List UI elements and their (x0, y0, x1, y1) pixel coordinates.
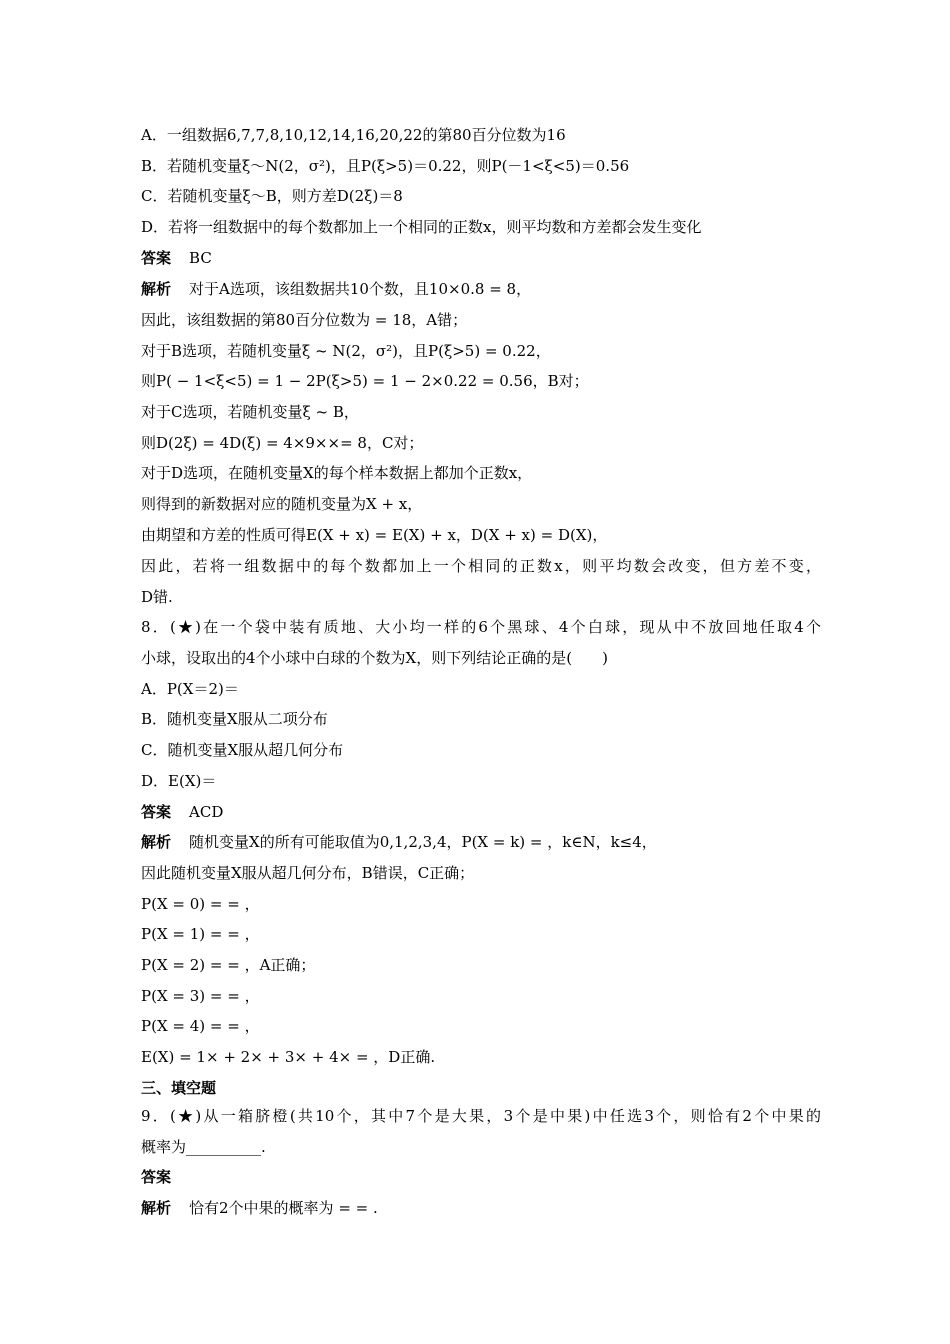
analysis-line (141, 832, 821, 852)
analysis-label: 解析 (141, 833, 172, 851)
answer-line (141, 802, 821, 822)
text-line: 对于D选项，在随机变量X的每个样本数据上都加个正数x， (141, 464, 533, 482)
text-line: 对于C选项，若随机变量ξ ~ B， (141, 403, 359, 421)
option-c-line: C．随机变量X服从超几何分布 (141, 741, 344, 759)
option-d-line: D．E(X)＝ (141, 772, 217, 790)
answer-line (141, 248, 821, 268)
analysis-label: 解析 (141, 1199, 172, 1217)
text-line: 因此随机变量X服从超几何分布，B错误，C正确； (141, 864, 475, 882)
text-line: P(X = 4) = = ， (141, 1017, 260, 1035)
answer-label: 答案 (141, 249, 172, 267)
analysis-text: 随机变量X的所有可能取值为0,1,2,3,4，P(X = k) = ，k∈N，k≤4， (189, 833, 657, 851)
question-9-line: 9．(★)从一箱脐橙(共10个，其中7个是大果，3个是中果)中任选3个，则恰有2个中果的 (141, 1107, 821, 1125)
answer-value: ACD (189, 803, 224, 821)
text-line: 因此，该组数据的第80百分位数为 = 18，A错； (141, 311, 468, 329)
text-line: 则P( − 1<ξ<5) = 1 − 2P(ξ>5) = 1 − 2×0.22 = 0.56，B对； (141, 372, 589, 390)
text-line: P(X = 0) = = ， (141, 895, 260, 913)
text-line: P(X = 1) = = ， (141, 925, 260, 943)
question-8-line: 8．(★)在一个袋中装有质地、大小均一样的6个黑球、4个白球，现从中不放回地任取4个 (141, 618, 821, 636)
analysis-label: 解析 (141, 280, 172, 298)
text-line: P(X = 3) = = ， (141, 987, 260, 1005)
option-d-line: D．若将一组数据中的每个数都加上一个相同的正数x，则平均数和方差都会发生变化 (141, 218, 702, 236)
answer-label: 答案 (141, 1168, 172, 1186)
text-line: P(X = 2) = = ，A正确； (141, 956, 316, 974)
text-line: 对于B选项，若随机变量ξ ~ N(2，σ²)，且P(ξ>5) = 0.22， (141, 342, 551, 360)
text-line: 则得到的新数据对应的随机变量为X + x， (141, 495, 423, 513)
text-line: 因此，若将一组数据中的每个数都加上一个相同的正数x，则平均数会改变，但方差不变， (141, 557, 821, 575)
option-b-line: B．随机变量X服从二项分布 (141, 710, 328, 728)
question-8-line: 小球，设取出的4个小球中白球的个数为X，则下列结论正确的是( ) (141, 649, 608, 667)
option-b-line: B．若随机变量ξ～N(2，σ²)，且P(ξ>5)＝0.22，则P(－1<ξ<5)＝0.56 (141, 157, 630, 175)
answer-line (141, 1167, 821, 1187)
analysis-line (141, 279, 821, 299)
option-c-line: C．若随机变量ξ～B，则方差D(2ξ)＝8 (141, 187, 403, 205)
option-a-line: A．P(X＝2)＝ (141, 680, 239, 698)
section-heading: 三、填空题 (141, 1079, 217, 1097)
text-line: 则D(2ξ) = 4D(ξ) = 4×9××= 8，C对； (141, 434, 424, 452)
text-line: D错. (141, 588, 173, 606)
answer-label: 答案 (141, 803, 172, 821)
text-line: 由期望和方差的性质可得E(X + x) = E(X) + x，D(X + x) = D(X)， (141, 526, 608, 544)
analysis-line (141, 1198, 821, 1218)
answer-value: BC (189, 249, 212, 267)
text-line: E(X) = 1× + 2× + 3× + 4× = ，D正确. (141, 1048, 436, 1066)
option-a-line: A．一组数据6,7,7,8,10,12,14,16,20,22的第80百分位数为16 (141, 126, 566, 144)
question-9-line: 概率为__________. (141, 1138, 266, 1156)
analysis-text: 对于A选项，该组数据共10个数，且10×0.8 = 8， (189, 280, 532, 298)
analysis-text: 恰有2个中果的概率为 = = . (189, 1199, 378, 1217)
